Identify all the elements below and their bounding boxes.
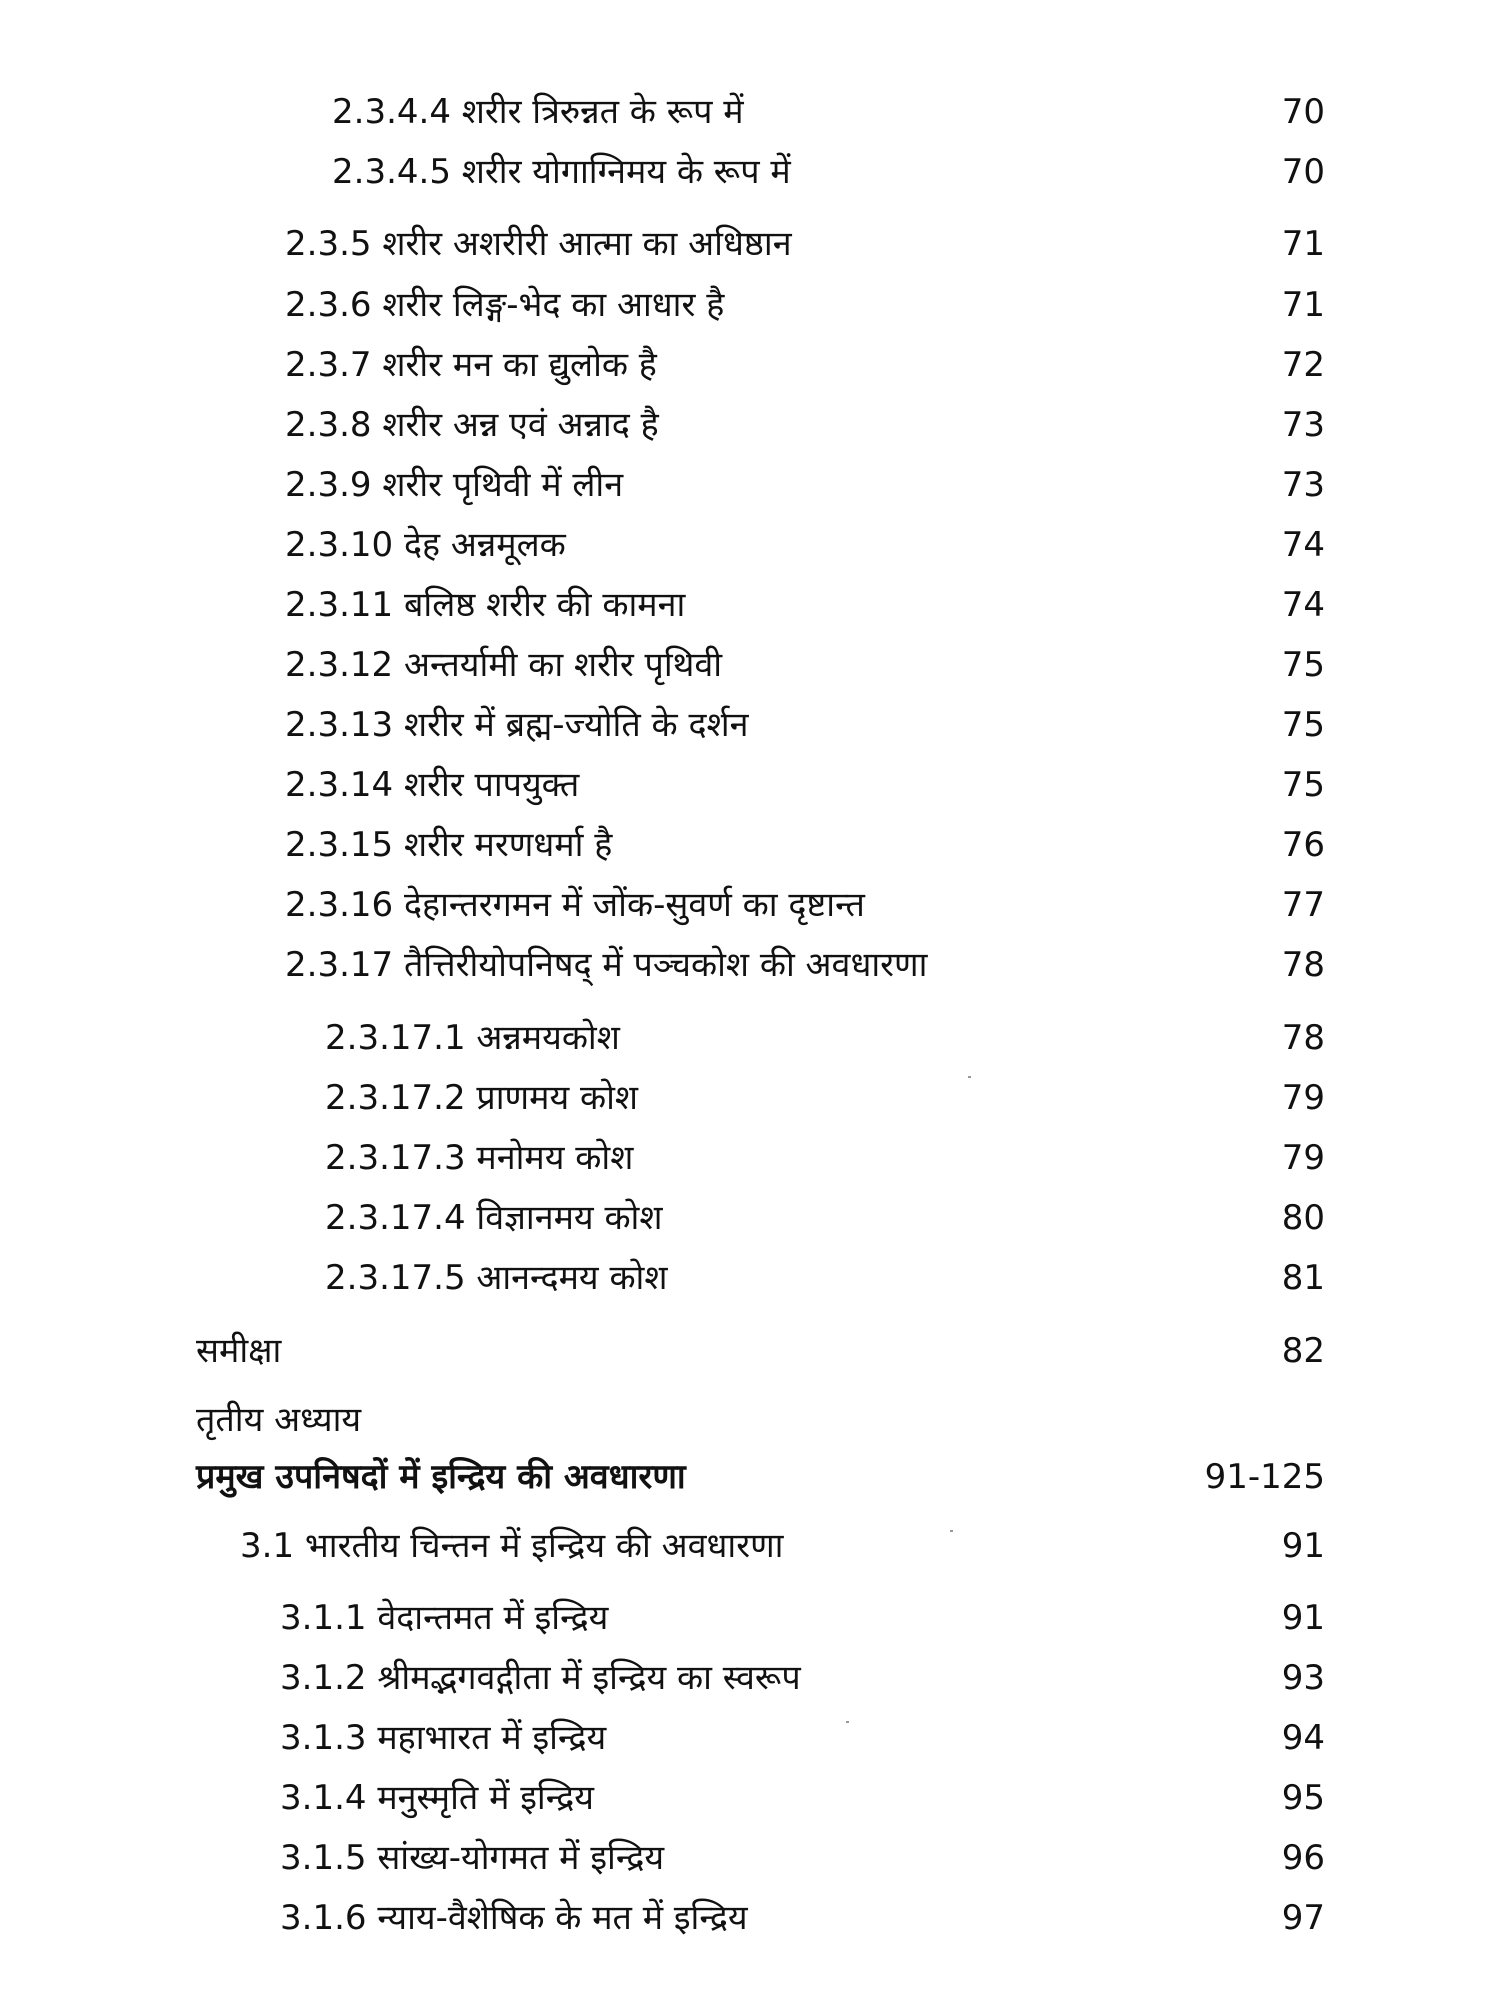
entry-page-number: 91 <box>1281 1598 1325 1638</box>
toc-entry <box>0 1892 1500 1944</box>
toc-entry <box>0 279 1500 331</box>
entry-title: 2.3.16 देहान्तरगमन में जोंक-सुवर्ण का दृष्टान्त <box>285 885 865 925</box>
entry-title: 2.3.17.5 आनन्दमय कोश <box>325 1258 668 1298</box>
entry-page-number: 97 <box>1281 1898 1325 1938</box>
toc-entry <box>0 339 1500 391</box>
toc-entry <box>0 1252 1500 1304</box>
entry-title: 2.3.5 शरीर अशरीरी आत्मा का अधिष्ठान <box>285 224 792 264</box>
toc-entry <box>0 699 1500 751</box>
entry-page-number: 77 <box>1281 885 1325 925</box>
toc-entry <box>0 1072 1500 1124</box>
entry-page-number: 70 <box>1281 92 1325 132</box>
entry-title: 2.3.17.3 मनोमय कोश <box>325 1138 634 1178</box>
entry-page-number: 78 <box>1281 945 1325 985</box>
toc-entry <box>0 86 1500 138</box>
entry-page-number: 70 <box>1281 152 1325 192</box>
entry-title: 2.3.14 शरीर पापयुक्त <box>285 765 580 805</box>
entry-page-number: 73 <box>1281 465 1325 505</box>
entry-page-number: 81 <box>1281 1258 1325 1298</box>
scan-speck <box>950 1530 953 1532</box>
entry-title: 3.1.5 सांख्य-योगमत में इन्द्रिय <box>280 1838 665 1878</box>
entry-page-number: 94 <box>1281 1718 1325 1758</box>
entry-page-number: 79 <box>1281 1078 1325 1118</box>
toc-entry <box>0 218 1500 270</box>
toc-entry <box>0 879 1500 931</box>
entry-page-number: 91 <box>1281 1526 1325 1566</box>
toc-entry <box>0 1832 1500 1884</box>
entry-page-number: 75 <box>1281 765 1325 805</box>
toc-entry <box>0 146 1500 198</box>
entry-title: 3.1.4 मनुस्मृति में इन्द्रिय <box>280 1778 595 1818</box>
entry-page-number: 73 <box>1281 405 1325 445</box>
entry-page-number: 76 <box>1281 825 1325 865</box>
toc-entry <box>0 939 1500 991</box>
entry-title: 3.1.2 श्रीमद्भगवद्गीता में इन्द्रिय का स्वरूप <box>280 1658 801 1698</box>
entry-title: 2.3.10 देह अन्नमूलक <box>285 525 566 565</box>
toc-entry <box>0 759 1500 811</box>
entry-page-number: 72 <box>1281 345 1325 385</box>
scan-speck <box>846 1721 849 1723</box>
toc-entry <box>0 1520 1500 1572</box>
toc-entry <box>0 1772 1500 1824</box>
entry-page-number: 75 <box>1281 705 1325 745</box>
entry-title: 2.3.17.1 अन्नमयकोश <box>325 1018 620 1058</box>
toc-entry <box>0 399 1500 451</box>
entry-page-number: 74 <box>1281 525 1325 565</box>
entry-page-number: 80 <box>1281 1198 1325 1238</box>
entry-title: 2.3.9 शरीर पृथिवी में लीन <box>285 465 624 505</box>
entry-page-number: 93 <box>1281 1658 1325 1698</box>
entry-title: 2.3.7 शरीर मन का द्युलोक है <box>285 345 657 385</box>
toc-entry <box>0 1012 1500 1064</box>
chapter-heading <box>0 1451 1500 1503</box>
toc-entry <box>0 579 1500 631</box>
entry-title: 2.3.17.2 प्राणमय कोश <box>325 1078 639 1118</box>
toc-entry <box>0 1652 1500 1704</box>
toc-entry <box>0 819 1500 871</box>
entry-page-number: 79 <box>1281 1138 1325 1178</box>
toc-entry <box>0 1592 1500 1644</box>
entry-page-number: 75 <box>1281 645 1325 685</box>
entry-page-number: 82 <box>1281 1331 1325 1371</box>
entry-title: 2.3.11 बलिष्ठ शरीर की कामना <box>285 585 686 625</box>
toc-entry <box>0 519 1500 571</box>
chapter-page-range: 91-125 <box>1204 1457 1325 1497</box>
entry-page-number: 95 <box>1281 1778 1325 1818</box>
entry-title: समीक्षा <box>196 1331 282 1371</box>
entry-title: 2.3.4.4 शरीर त्रिरुन्नत के रूप में <box>332 92 744 132</box>
entry-page-number: 96 <box>1281 1838 1325 1878</box>
toc-entry <box>0 1192 1500 1244</box>
entry-title: 2.3.12 अन्तर्यामी का शरीर पृथिवी <box>285 645 723 685</box>
chapter-title: प्रमुख उपनिषदों में इन्द्रिय की अवधारणा <box>196 1457 686 1497</box>
entry-title: 3.1.6 न्याय-वैशेषिक के मत में इन्द्रिय <box>280 1898 748 1938</box>
entry-title: 3.1 भारतीय चिन्तन में इन्द्रिय की अवधारणा <box>240 1526 784 1566</box>
entry-page-number: 71 <box>1281 285 1325 325</box>
toc-entry <box>0 639 1500 691</box>
entry-title: 2.3.8 शरीर अन्न एवं अन्नाद है <box>285 405 659 445</box>
chapter-label <box>0 1394 1500 1446</box>
entry-title: 3.1.1 वेदान्तमत में इन्द्रिय <box>280 1598 609 1638</box>
chapter-label-text: तृतीय अध्याय <box>196 1400 362 1440</box>
entry-title: 2.3.15 शरीर मरणधर्मा है <box>285 825 613 865</box>
toc-entry <box>0 1132 1500 1184</box>
toc-entry-review <box>0 1325 1500 1377</box>
entry-page-number: 71 <box>1281 224 1325 264</box>
toc-entry <box>0 1712 1500 1764</box>
entry-title: 3.1.3 महाभारत में इन्द्रिय <box>280 1718 607 1758</box>
entry-title: 2.3.4.5 शरीर योगाग्निमय के रूप में <box>332 152 791 192</box>
entry-title: 2.3.6 शरीर लिङ्ग-भेद का आधार है <box>285 285 725 325</box>
entry-title: 2.3.17 तैत्तिरीयोपनिषद् में पञ्चकोश की अवधारणा <box>285 945 928 985</box>
entry-page-number: 78 <box>1281 1018 1325 1058</box>
entry-title: 2.3.17.4 विज्ञानमय कोश <box>325 1198 663 1238</box>
entry-title: 2.3.13 शरीर में ब्रह्म-ज्योति के दर्शन <box>285 705 749 745</box>
entry-page-number: 74 <box>1281 585 1325 625</box>
scan-speck <box>968 1076 971 1078</box>
toc-entry <box>0 459 1500 511</box>
